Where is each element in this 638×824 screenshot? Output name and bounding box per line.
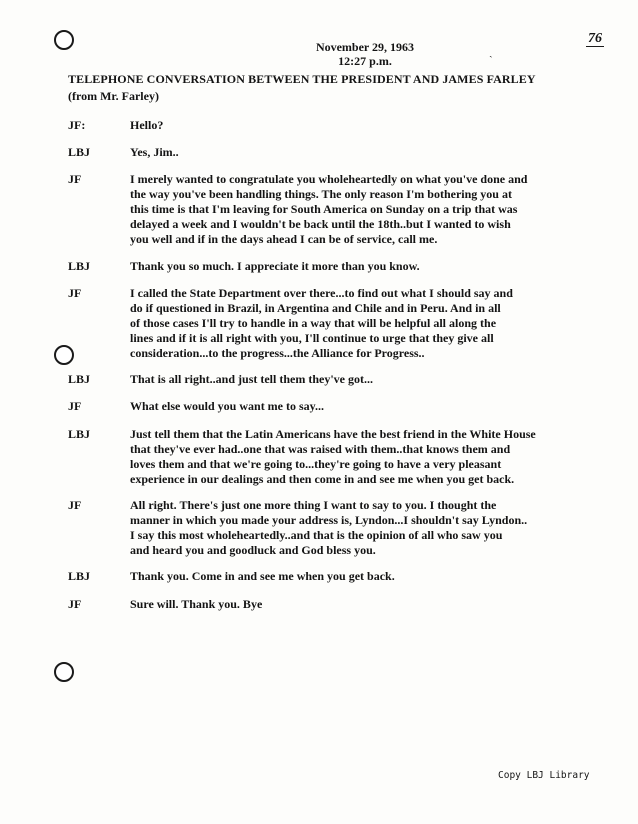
handwritten-page-number: 76 [588, 31, 602, 46]
transcript-line: experience in our dealings and then come in and see me when you get back. [130, 472, 515, 486]
transcript-line: I say this most wholeheartedly..and that is the opinion of all who saw you [130, 528, 503, 542]
transcript-line: loves them and that we're going to...they're going to have a very pleasant [130, 457, 502, 471]
transcript-line: All right. There's just one more thing I want to say to you. I thought the [130, 498, 497, 512]
speaker-label: LBJ [68, 427, 91, 441]
transcript-line: that they've ever had..one that was raised with them..that knows them and [130, 442, 511, 456]
transcript-line: Sure will. Thank you. Bye [130, 597, 263, 611]
speaker-label: JF: [68, 118, 86, 132]
punch-hole-bottom [54, 662, 74, 682]
speaker-label: LBJ [68, 372, 91, 386]
transcript-line: Just tell them that the Latin Americans have the best friend in the White House [130, 427, 536, 441]
transcript-line: Thank you. Come in and see me when you get back. [130, 569, 395, 583]
transcript-line: That is all right..and just tell them they've got... [130, 372, 373, 386]
transcript-line: you well and if in the days ahead I can be of service, call me. [130, 232, 438, 246]
transcript-line: this time is that I'm leaving for South America on Sunday on a trip that was [130, 202, 518, 216]
transcript-line: of those cases I'll try to handle in a way that will be helpful all along the [130, 316, 497, 330]
transcript-line: I called the State Department over there...to find out what I should say and [130, 286, 513, 300]
punch-hole-middle [54, 345, 74, 365]
speaker-label: JF [68, 172, 82, 186]
speaker-label: JF [68, 498, 82, 512]
library-footer: Copy LBJ Library [498, 770, 590, 781]
conversation-date: November 29, 1963 [315, 40, 415, 54]
transcript-line: do if questioned in Brazil, in Argentina and Chile and in Peru. And in all [130, 301, 501, 315]
transcript-line: manner in which you made your address is, Lyndon...I shouldn't say Lyndon.. [130, 513, 528, 527]
transcript-line: delayed a week and I wouldn't be back until the 18th..but I wanted to wish [130, 217, 511, 231]
speaker-label: LBJ [68, 569, 91, 583]
transcript-line: lines and if it is all right with you, I'll continue to urge that they give all [130, 331, 494, 345]
document-title: TELEPHONE CONVERSATION BETWEEN THE PRESIDENT AND JAMES FARLEY [68, 72, 536, 86]
speaker-label: JF [68, 286, 82, 300]
transcript-line: What else would you want me to say... [130, 399, 325, 413]
transcript-line: I merely wanted to congratulate you wholeheartedly on what you've done and [130, 172, 528, 186]
speaker-label: LBJ [68, 259, 91, 273]
conversation-time: 12:27 p.m. [338, 54, 392, 68]
transcript-line: the way you've been handling things. The only reason I'm bothering you at [130, 187, 512, 201]
document-subtitle: (from Mr. Farley) [68, 89, 159, 103]
stray-mark: ˎ [489, 46, 493, 58]
date-time-block [300, 40, 430, 68]
transcript-line: and heard you and goodluck and God bless you. [130, 543, 376, 557]
speaker-label: JF [68, 597, 82, 611]
speaker-label: LBJ [68, 145, 91, 159]
speaker-label: JF [68, 399, 82, 413]
transcript-line: Thank you so much. I appreciate it more than you know. [130, 259, 420, 273]
punch-hole-top [54, 30, 74, 50]
transcript-line: consideration...to the progress...the Alliance for Progress.. [130, 346, 425, 360]
transcript-line: Hello? [130, 118, 164, 132]
transcript-line: Yes, Jim.. [130, 145, 179, 159]
